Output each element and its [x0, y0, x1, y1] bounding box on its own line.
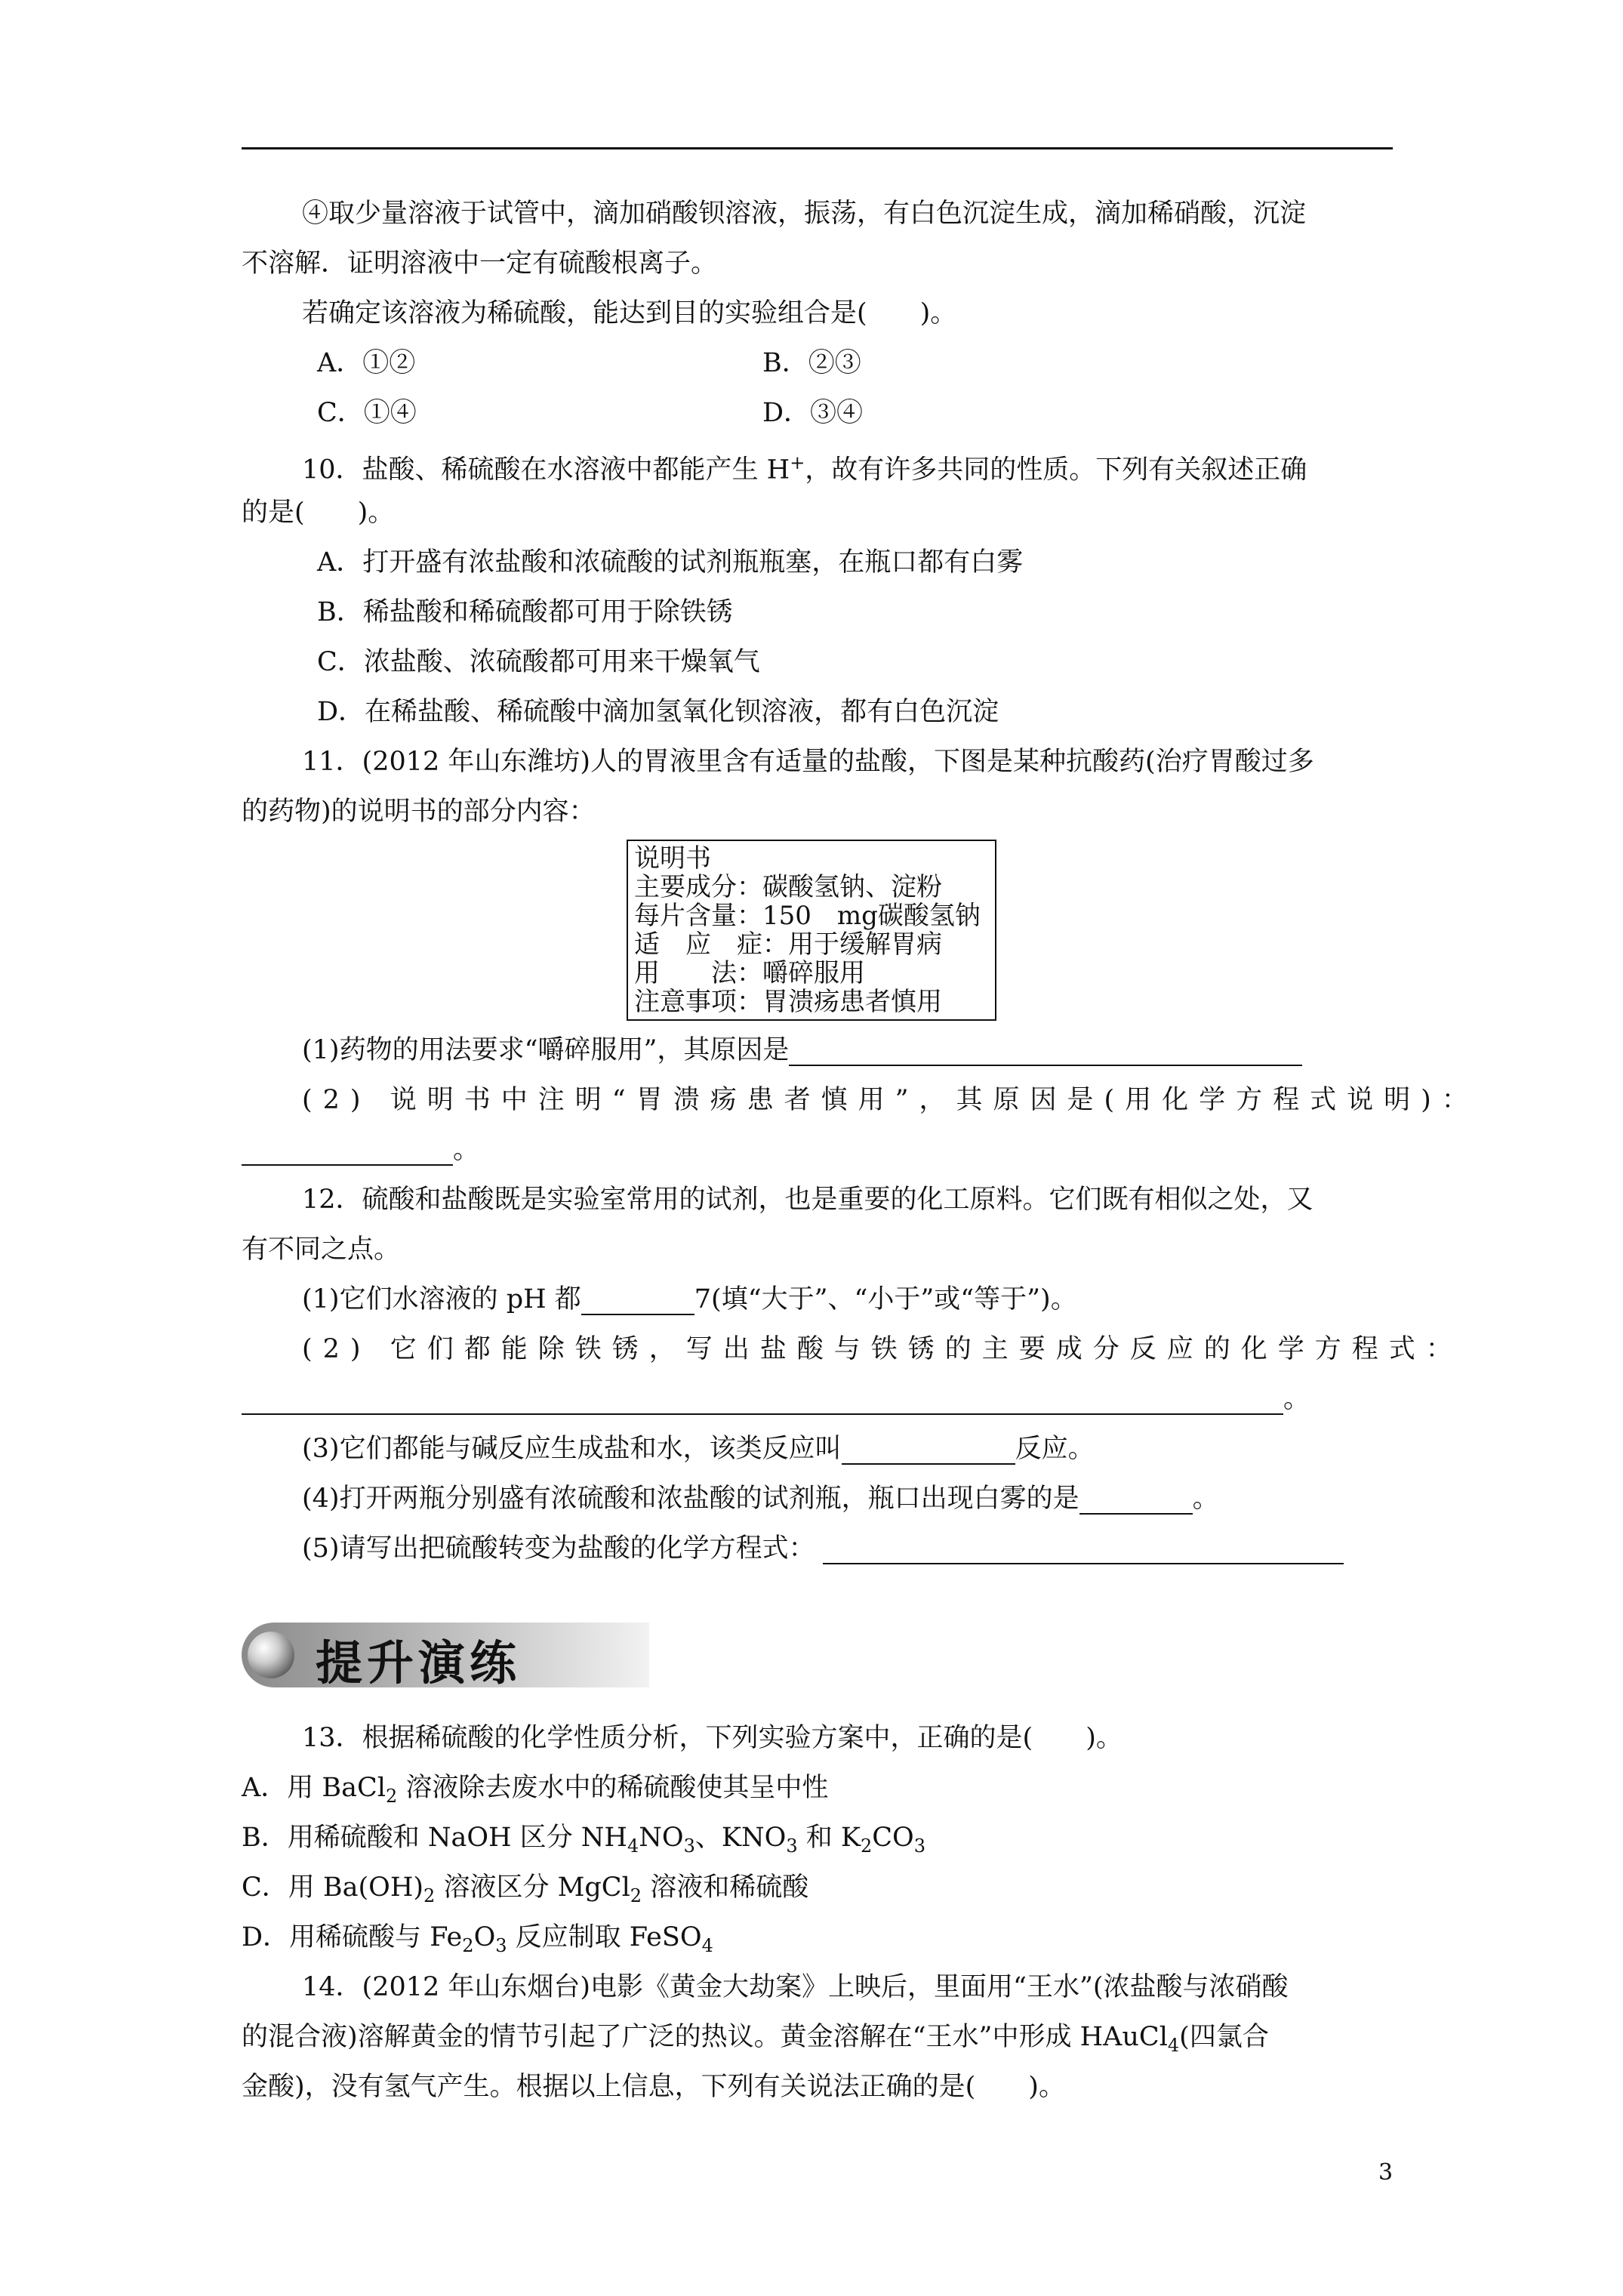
label-line: 每片含量：150 mg碳酸氢钠 — [634, 901, 981, 931]
q14-stem-text-b1: 的混合液)溶解黄金的情节引起了广泛的热议。黄金溶解在“王水”中形成 HAuCl — [242, 2022, 1168, 2052]
q13-stem — [242, 1713, 1393, 1763]
q12-sub2 — [242, 1324, 1463, 1374]
q11-sub2-text: (2) 说明书中注明“胃溃疡患者慎用”，其原因是(用化学方程式说明)： — [302, 1085, 1479, 1115]
section-title: 提升演练 — [316, 1635, 522, 1690]
q13-a-t2: 溶液除去废水中的稀硫酸使其呈中性 — [397, 1773, 829, 1803]
q12-sub1-blank[interactable] — [581, 1281, 694, 1315]
q14-stem-cont-2 — [242, 2062, 1393, 2112]
medicine-label-box — [627, 840, 996, 1021]
q12-sub4-text-a: (4)打开两瓶分别盛有浓硫酸和浓盐酸的试剂瓶，瓶口出现白雾的是 — [302, 1484, 1079, 1514]
q13-stem-text: 13．根据稀硫酸的化学性质分析，下列实验方案中，正确的是( )。 — [302, 1723, 1123, 1753]
q11-sub1-text: (1)药物的用法要求“嚼碎服用”，其原因是 — [302, 1035, 790, 1065]
q10-option-a: A．打开盛有浓盐酸和浓硫酸的试剂瓶瓶塞，在瓶口都有白雾 — [317, 547, 1024, 578]
q11-sub2 — [242, 1075, 1479, 1125]
q9-options-row-1 — [242, 338, 1393, 388]
q13-d-t4: 反应制取 FeSO — [507, 1922, 702, 1952]
q12-sub3 — [242, 1424, 1393, 1474]
q13-c-s3: 2 — [630, 1885, 642, 1906]
q12-sub5 — [242, 1524, 1393, 1573]
q14-stem-text-a: 14．(2012 年山东烟台)电影《黄金大劫案》上映后，里面用“王水”(浓盐酸与浓硝酸 — [302, 1972, 1289, 2002]
q9-option-b: B．②③ — [762, 348, 861, 378]
q14-stem-cont — [242, 2012, 1393, 2062]
q13-c-s1: 2 — [423, 1885, 436, 1906]
q13-a-s1: 2 — [385, 1786, 398, 1807]
q14-stem — [242, 1962, 1393, 2012]
q9-statement-4 — [242, 189, 1393, 239]
q13-b-s7: 2 — [861, 1835, 873, 1857]
q9-option-c: C．①④ — [317, 398, 417, 428]
q9-option-d: D．③④ — [762, 398, 864, 428]
q13-b-t0: B．用稀硫酸和 NaOH 区分 NH — [242, 1823, 627, 1853]
q11-sub1 — [242, 1025, 1393, 1075]
q10-option-d: D．在稀盐酸、稀硫酸中滴加氢氧化钡溶液，都有白色沉淀 — [317, 697, 999, 727]
q11-sub2-blank[interactable] — [242, 1131, 453, 1166]
q13-b-t8: CO — [872, 1823, 914, 1853]
q9-question — [242, 288, 1393, 338]
q10-stem-cont — [242, 488, 1393, 538]
q10-stem — [242, 438, 1393, 488]
q10-stem-sup: + — [790, 452, 805, 473]
q13-d-s1: 2 — [462, 1935, 474, 1956]
q12-sub1 — [242, 1274, 1393, 1324]
q12-sub2-blank[interactable] — [242, 1380, 1283, 1415]
q9-statement-4-text-cont: 不溶解．证明溶液中一定有硫酸根离子。 — [242, 248, 718, 279]
q12-sub3-blank[interactable] — [842, 1430, 1015, 1465]
q11-stem-text-b: 的药物)的说明书的部分内容： — [242, 797, 596, 827]
q14-stem-sub: 4 — [1167, 2035, 1180, 2056]
q10-stem-text-c: 的是( )。 — [242, 498, 395, 528]
q12-stem-cont — [242, 1225, 1393, 1274]
q9-statement-4-text: ④取少量溶液于试管中，滴加硝酸钡溶液，振荡，有白色沉淀生成，滴加稀硝酸，沉淀 — [302, 199, 1307, 229]
q13-d-t0: D．用稀硫酸与 Fe — [242, 1922, 463, 1952]
q10-stem-text-b: ，故有许多共同的性质。下列有关叙述正确 — [805, 455, 1307, 485]
q10-option-c: C．浓盐酸、浓硫酸都可用来干燥氧气 — [317, 647, 760, 677]
q13-option-a — [242, 1763, 1393, 1813]
q14-stem-text-b2: (四氯合 — [1179, 2022, 1269, 2052]
section-banner — [242, 1615, 1393, 1706]
q12-sub1-text-b: 7(填“大于”、“小于”或“等于”)。 — [694, 1284, 1077, 1314]
ball-icon — [248, 1632, 294, 1678]
q13-option-d — [242, 1912, 1393, 1962]
page-number: 3 — [1378, 2159, 1394, 2186]
header-rule — [242, 147, 1393, 149]
q10-option-b: B．稀盐酸和稀硫酸都可用于除铁锈 — [317, 597, 733, 627]
q9-option-a: A．①② — [317, 348, 416, 378]
q13-b-s9: 3 — [913, 1835, 926, 1857]
q11-sub2-end: 。 — [453, 1135, 480, 1165]
label-line: 注意事项：胃溃疡患者慎用 — [634, 987, 942, 1017]
q9-options-row-2 — [242, 388, 1393, 438]
q12-stem-text-b: 有不同之点。 — [242, 1234, 401, 1265]
q12-sub5-text: (5)请写出把硫酸转变为盐酸的化学方程式： — [302, 1533, 815, 1564]
q12-sub4 — [242, 1474, 1393, 1524]
q14-stem-text-c: 金酸)，没有氢气产生。根据以上信息，下列有关说法正确的是( )。 — [242, 2072, 1065, 2102]
q13-b-t2: NO — [639, 1823, 684, 1853]
q9-question-text: 若确定该溶液为稀硫酸，能达到目的实验组合是( )。 — [302, 298, 957, 328]
q13-option-b — [242, 1813, 1393, 1863]
q13-b-s1: 4 — [627, 1835, 639, 1857]
label-line: 说明书 — [634, 843, 711, 874]
q12-sub2-end: 。 — [1283, 1384, 1310, 1414]
q11-sub2-answer — [242, 1125, 1393, 1175]
q12-sub5-blank[interactable] — [823, 1530, 1344, 1564]
q13-c-t2: 溶液区分 MgCl — [435, 1872, 630, 1903]
q13-c-t0: C．用 Ba(OH) — [242, 1872, 424, 1903]
q12-stem — [242, 1175, 1393, 1225]
q9-statement-4-cont — [242, 239, 1393, 288]
label-line: 适 应 症：用于缓解胃病 — [634, 929, 942, 960]
q13-option-c — [242, 1863, 1393, 1912]
q11-stem-text-a: 11．(2012 年山东潍坊)人的胃液里含有适量的盐酸，下图是某种抗酸药(治疗胃酸过多 — [302, 747, 1314, 777]
q13-b-t4: 、KNO — [694, 1823, 787, 1853]
q12-sub3-text-a: (3)它们都能与碱反应生成盐和水，该类反应叫 — [302, 1434, 842, 1464]
q12-sub1-text-a: (1)它们水溶液的 pH 都 — [302, 1284, 581, 1314]
q13-b-s3: 3 — [683, 1835, 695, 1857]
q12-stem-text-a: 12．硫酸和盐酸既是实验室常用的试剂，也是重要的化工原料。它们既有相似之处，又 — [302, 1185, 1313, 1215]
q13-c-t4: 溶液和稀硫酸 — [642, 1872, 809, 1903]
q13-b-t6: 和 K — [797, 1823, 861, 1853]
q12-sub2-answer — [242, 1374, 1393, 1424]
q12-sub4-blank[interactable] — [1079, 1480, 1193, 1515]
label-line: 用 法：嚼碎服用 — [634, 958, 865, 988]
q10-stem-text-a: 10．盐酸、稀硫酸在水溶液中都能产生 H — [302, 455, 790, 485]
q13-d-s3: 3 — [495, 1935, 507, 1956]
q11-sub1-blank[interactable] — [789, 1031, 1302, 1066]
q13-b-s5: 3 — [786, 1835, 798, 1857]
q13-d-s5: 4 — [701, 1935, 713, 1956]
q12-sub2-text: (2) 它们都能除铁锈，写出盐酸与铁锈的主要成分反应的化学方程式： — [302, 1334, 1463, 1364]
label-line: 主要成分：碳酸氢钠、淀粉 — [634, 872, 942, 902]
q12-sub3-text-b: 反应。 — [1015, 1434, 1095, 1464]
q13-a-t0: A．用 BaCl — [242, 1773, 386, 1803]
q12-sub4-text-b: 。 — [1192, 1484, 1219, 1514]
q11-stem-cont — [242, 787, 1393, 837]
page-content — [242, 189, 1479, 2112]
q13-d-t2: O — [473, 1922, 496, 1952]
q11-stem — [242, 737, 1393, 787]
